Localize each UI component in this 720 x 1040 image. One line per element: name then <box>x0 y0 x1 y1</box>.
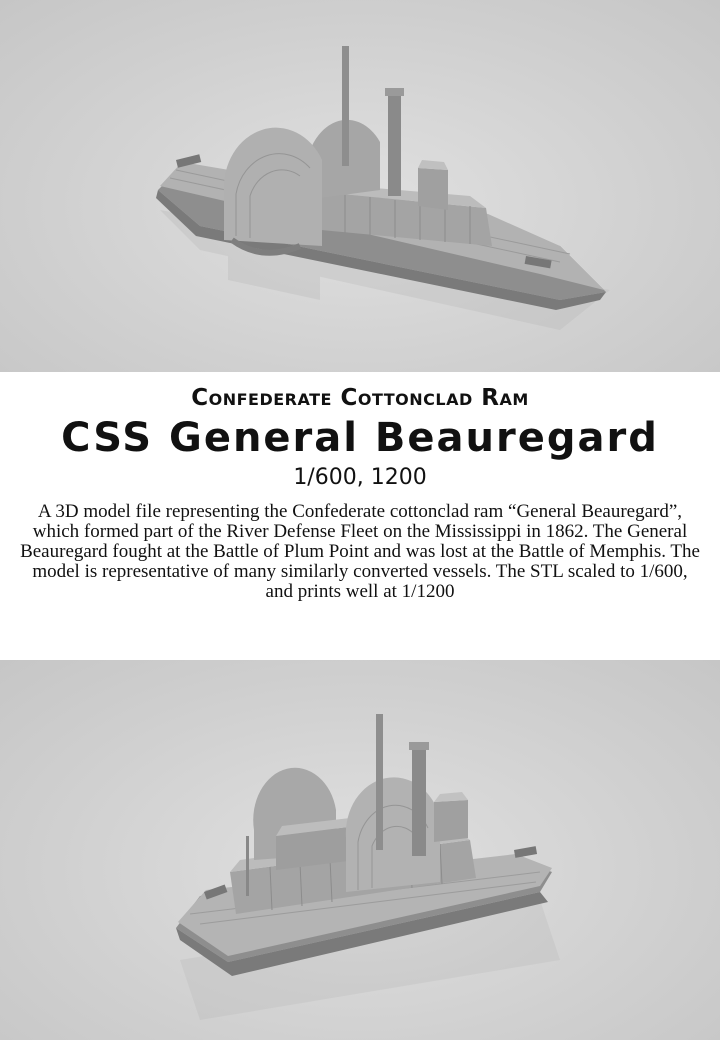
ship-render-top <box>0 0 720 372</box>
description: A 3D model file representing the Confederate cottonclad ram “General Beauregard”, which formed part of the River Defense Fleet on the Mississippi in 1862. The General Beauregard fought at the Battle of Plum Point and was lost at the Battle of Memphis. The model is representative of many similarly converted vessels. The STL scaled to 1/600, and prints well at 1/1200 <box>20 501 700 602</box>
ship-model-render-top <box>0 0 720 372</box>
subtitle: Confederate Cottonclad Ram <box>191 385 529 411</box>
ship-render-bottom <box>0 660 720 1040</box>
ship-model-render-bottom <box>0 660 720 1040</box>
page-title: CSS General Beauregard <box>61 415 659 461</box>
info-panel <box>0 372 720 660</box>
scale-label: 1/600, 1200 <box>293 465 427 490</box>
